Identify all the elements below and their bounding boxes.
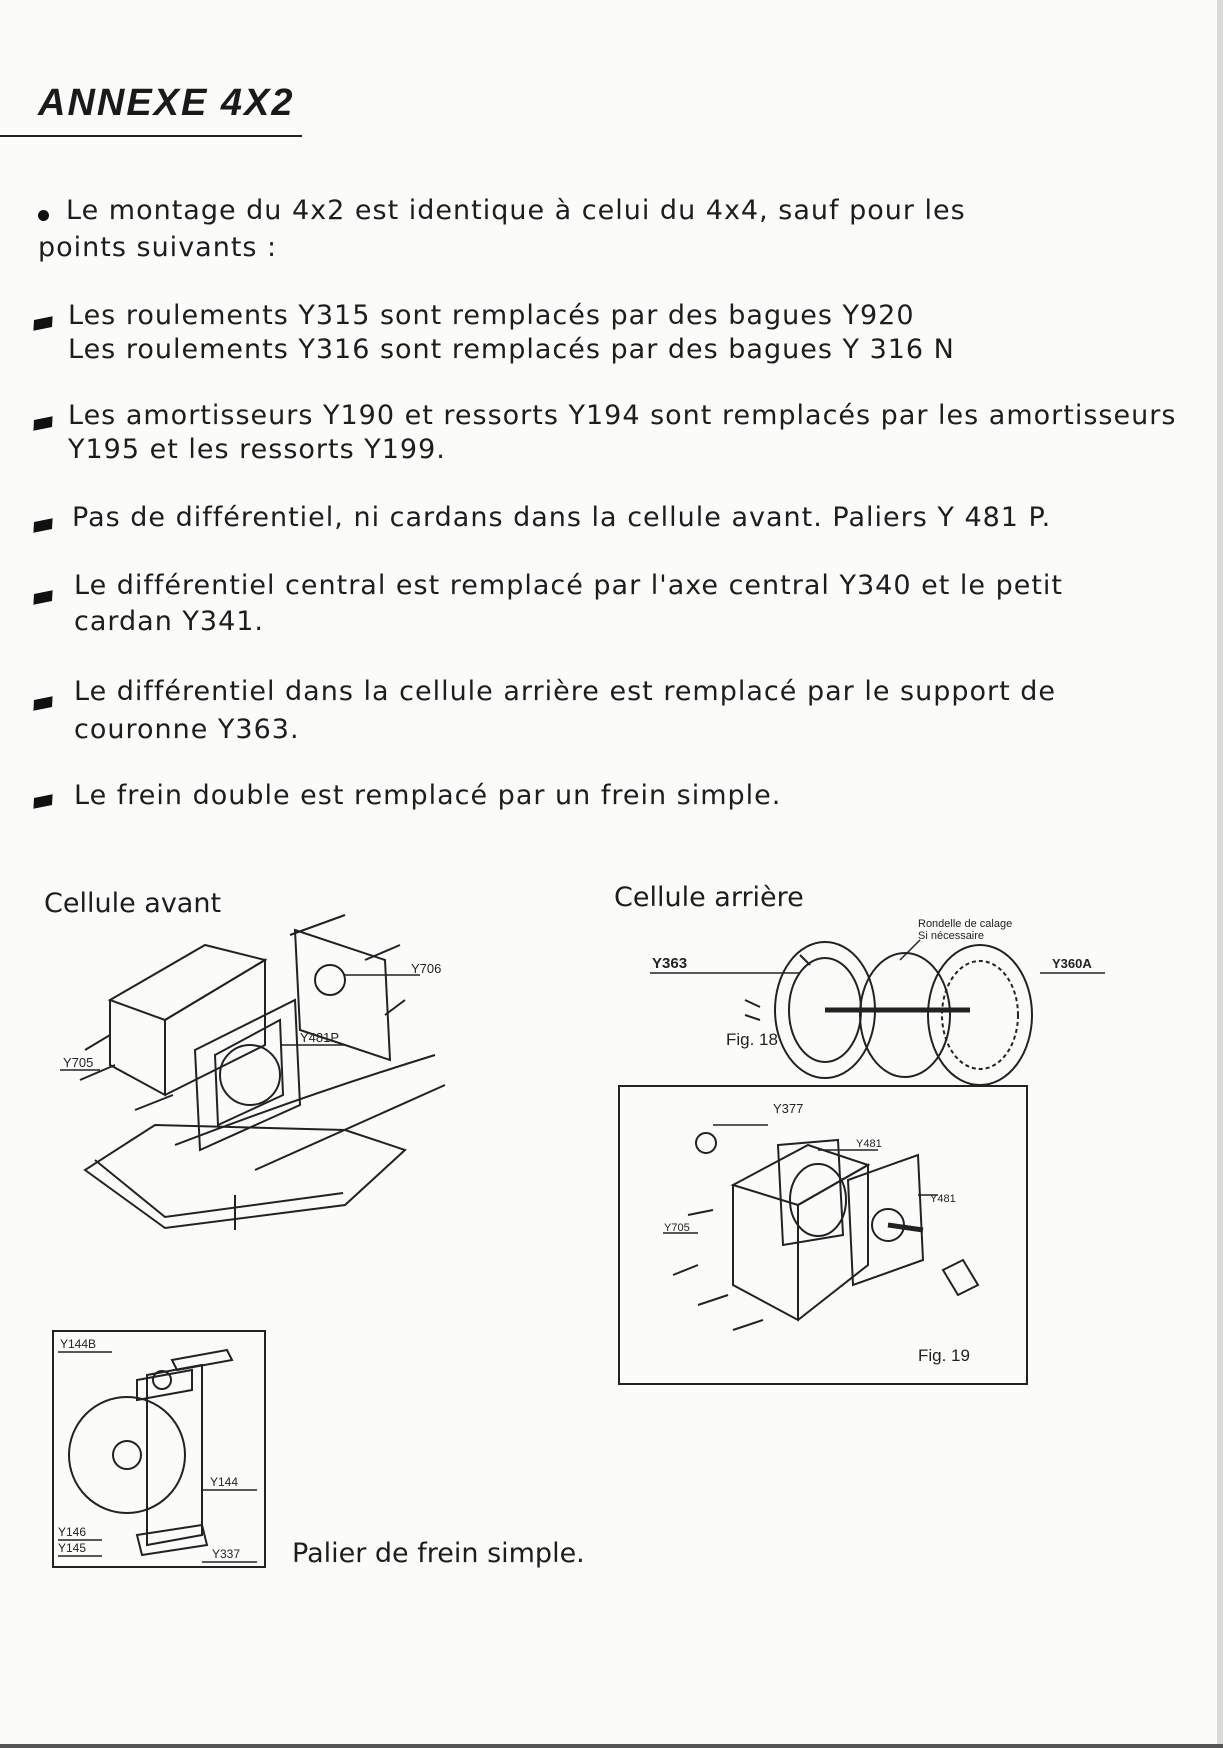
screw — [733, 1320, 763, 1330]
label-y144: Y144 — [210, 1475, 239, 1489]
side-plate — [848, 1155, 923, 1285]
label-y363: Y363 — [652, 955, 688, 972]
fig18-title: Fig. 18 — [726, 1030, 778, 1049]
pinion — [790, 1164, 846, 1236]
label-y481-b: Y481 — [930, 1193, 956, 1205]
disc-hole — [113, 1441, 141, 1469]
label-y377: Y377 — [773, 1101, 804, 1116]
item-5-line-2: couronne Y363. — [74, 714, 300, 745]
screw — [698, 1295, 728, 1305]
crown-gear — [928, 945, 1032, 1085]
brake-bearing-drawing — [52, 1330, 268, 1570]
cell-left — [733, 1185, 798, 1320]
bullet-square — [33, 518, 52, 533]
label-y705: Y705 — [664, 1222, 690, 1234]
item-4-line-1: Le différentiel central est remplacé par l'axe central Y340 et le petit — [74, 570, 1063, 601]
bullet-square — [33, 696, 52, 711]
caption-brake: Palier de frein simple. — [292, 1538, 585, 1569]
bearing-cap — [137, 1370, 192, 1400]
leader-line — [900, 940, 920, 960]
intro-line-1: Le montage du 4x2 est identique à celui du 4x4, sauf pour les — [66, 195, 966, 226]
screw — [135, 1095, 173, 1110]
front-cell-drawing — [55, 905, 455, 1250]
screw — [365, 945, 400, 960]
item-3-line-1: Pas de différentiel, ni cardans dans la cellule avant. Paliers Y 481 P. — [72, 502, 1052, 533]
note-si-necessaire: Si nécessaire — [918, 930, 985, 942]
cell-left-wall — [110, 1000, 165, 1095]
bullet-dot — [38, 210, 49, 221]
page-edge-bottom — [0, 1744, 1223, 1748]
bearing-hole — [153, 1371, 171, 1389]
screw — [745, 1000, 760, 1007]
item-2-line-1: Les amortisseurs Y190 et ressorts Y194 sont remplacés par les amortisseurs — [68, 400, 1177, 431]
fig18-drawing — [650, 915, 1110, 1100]
fig19-drawing — [618, 1085, 1030, 1387]
crown-gear-teeth — [942, 961, 1018, 1069]
cell-right — [798, 1165, 868, 1320]
screw — [673, 1265, 698, 1275]
item-4-line-2: cardan Y341. — [74, 606, 265, 637]
label-y144b: Y144B — [60, 1337, 97, 1351]
fig19-title: Fig. 19 — [918, 1346, 970, 1365]
item-1-line-1: Les roulements Y315 sont remplacés par des bagues Y920 — [68, 300, 915, 331]
label-y481p: Y481P — [300, 1030, 340, 1045]
label-y705: Y705 — [63, 1055, 94, 1070]
screw — [85, 1035, 110, 1050]
chassis-rail — [175, 1055, 435, 1145]
screw — [745, 1015, 760, 1020]
intro-line-2: points suivants : — [38, 232, 278, 263]
axle-cup — [696, 1133, 716, 1153]
label-y145: Y145 — [58, 1541, 87, 1555]
screw — [290, 915, 345, 935]
plate-hole — [315, 965, 345, 995]
caption-rear-cell: Cellule arrière — [614, 882, 804, 913]
item-5-line-1: Le différentiel dans la cellule arrière est remplacé par le support de — [74, 676, 1057, 707]
item-2-line-2: Y195 et les ressorts Y199. — [68, 434, 446, 465]
caption-front-cell: Cellule avant — [44, 888, 222, 919]
axle — [888, 1225, 923, 1230]
item-1-line-2: Les roulements Y316 sont remplacés par des bagues Y 316 N — [68, 334, 955, 365]
brake-disc — [69, 1397, 185, 1513]
label-y337: Y337 — [212, 1547, 241, 1561]
shim-washer — [860, 953, 950, 1077]
item-6-line-1: Le frein double est remplacé par un frein simple. — [74, 780, 782, 811]
cell-top-frame — [110, 945, 265, 1020]
label-y706: Y706 — [411, 961, 442, 976]
screw — [688, 1210, 713, 1215]
page-edge-right — [1217, 0, 1223, 1748]
bearing-block — [147, 1365, 202, 1545]
cardan-cup — [943, 1260, 978, 1295]
label-y360a: Y360A — [1052, 956, 1092, 971]
page-title: ANNEXE 4X2 — [38, 82, 295, 124]
bullet-square — [33, 590, 52, 605]
bullet-square — [33, 416, 52, 431]
label-y481-a: Y481 — [856, 1138, 882, 1150]
bullet-square — [33, 316, 52, 331]
screw — [800, 955, 810, 965]
label-y146: Y146 — [58, 1525, 87, 1539]
cell-top — [733, 1145, 868, 1205]
bearing-ring — [220, 1045, 280, 1105]
title-underline — [0, 135, 302, 137]
chassis-plate — [85, 1125, 405, 1228]
chassis-plate-edge — [95, 1160, 343, 1217]
note-rondelle: Rondelle de calage — [918, 918, 1013, 930]
bullet-square — [33, 794, 52, 809]
